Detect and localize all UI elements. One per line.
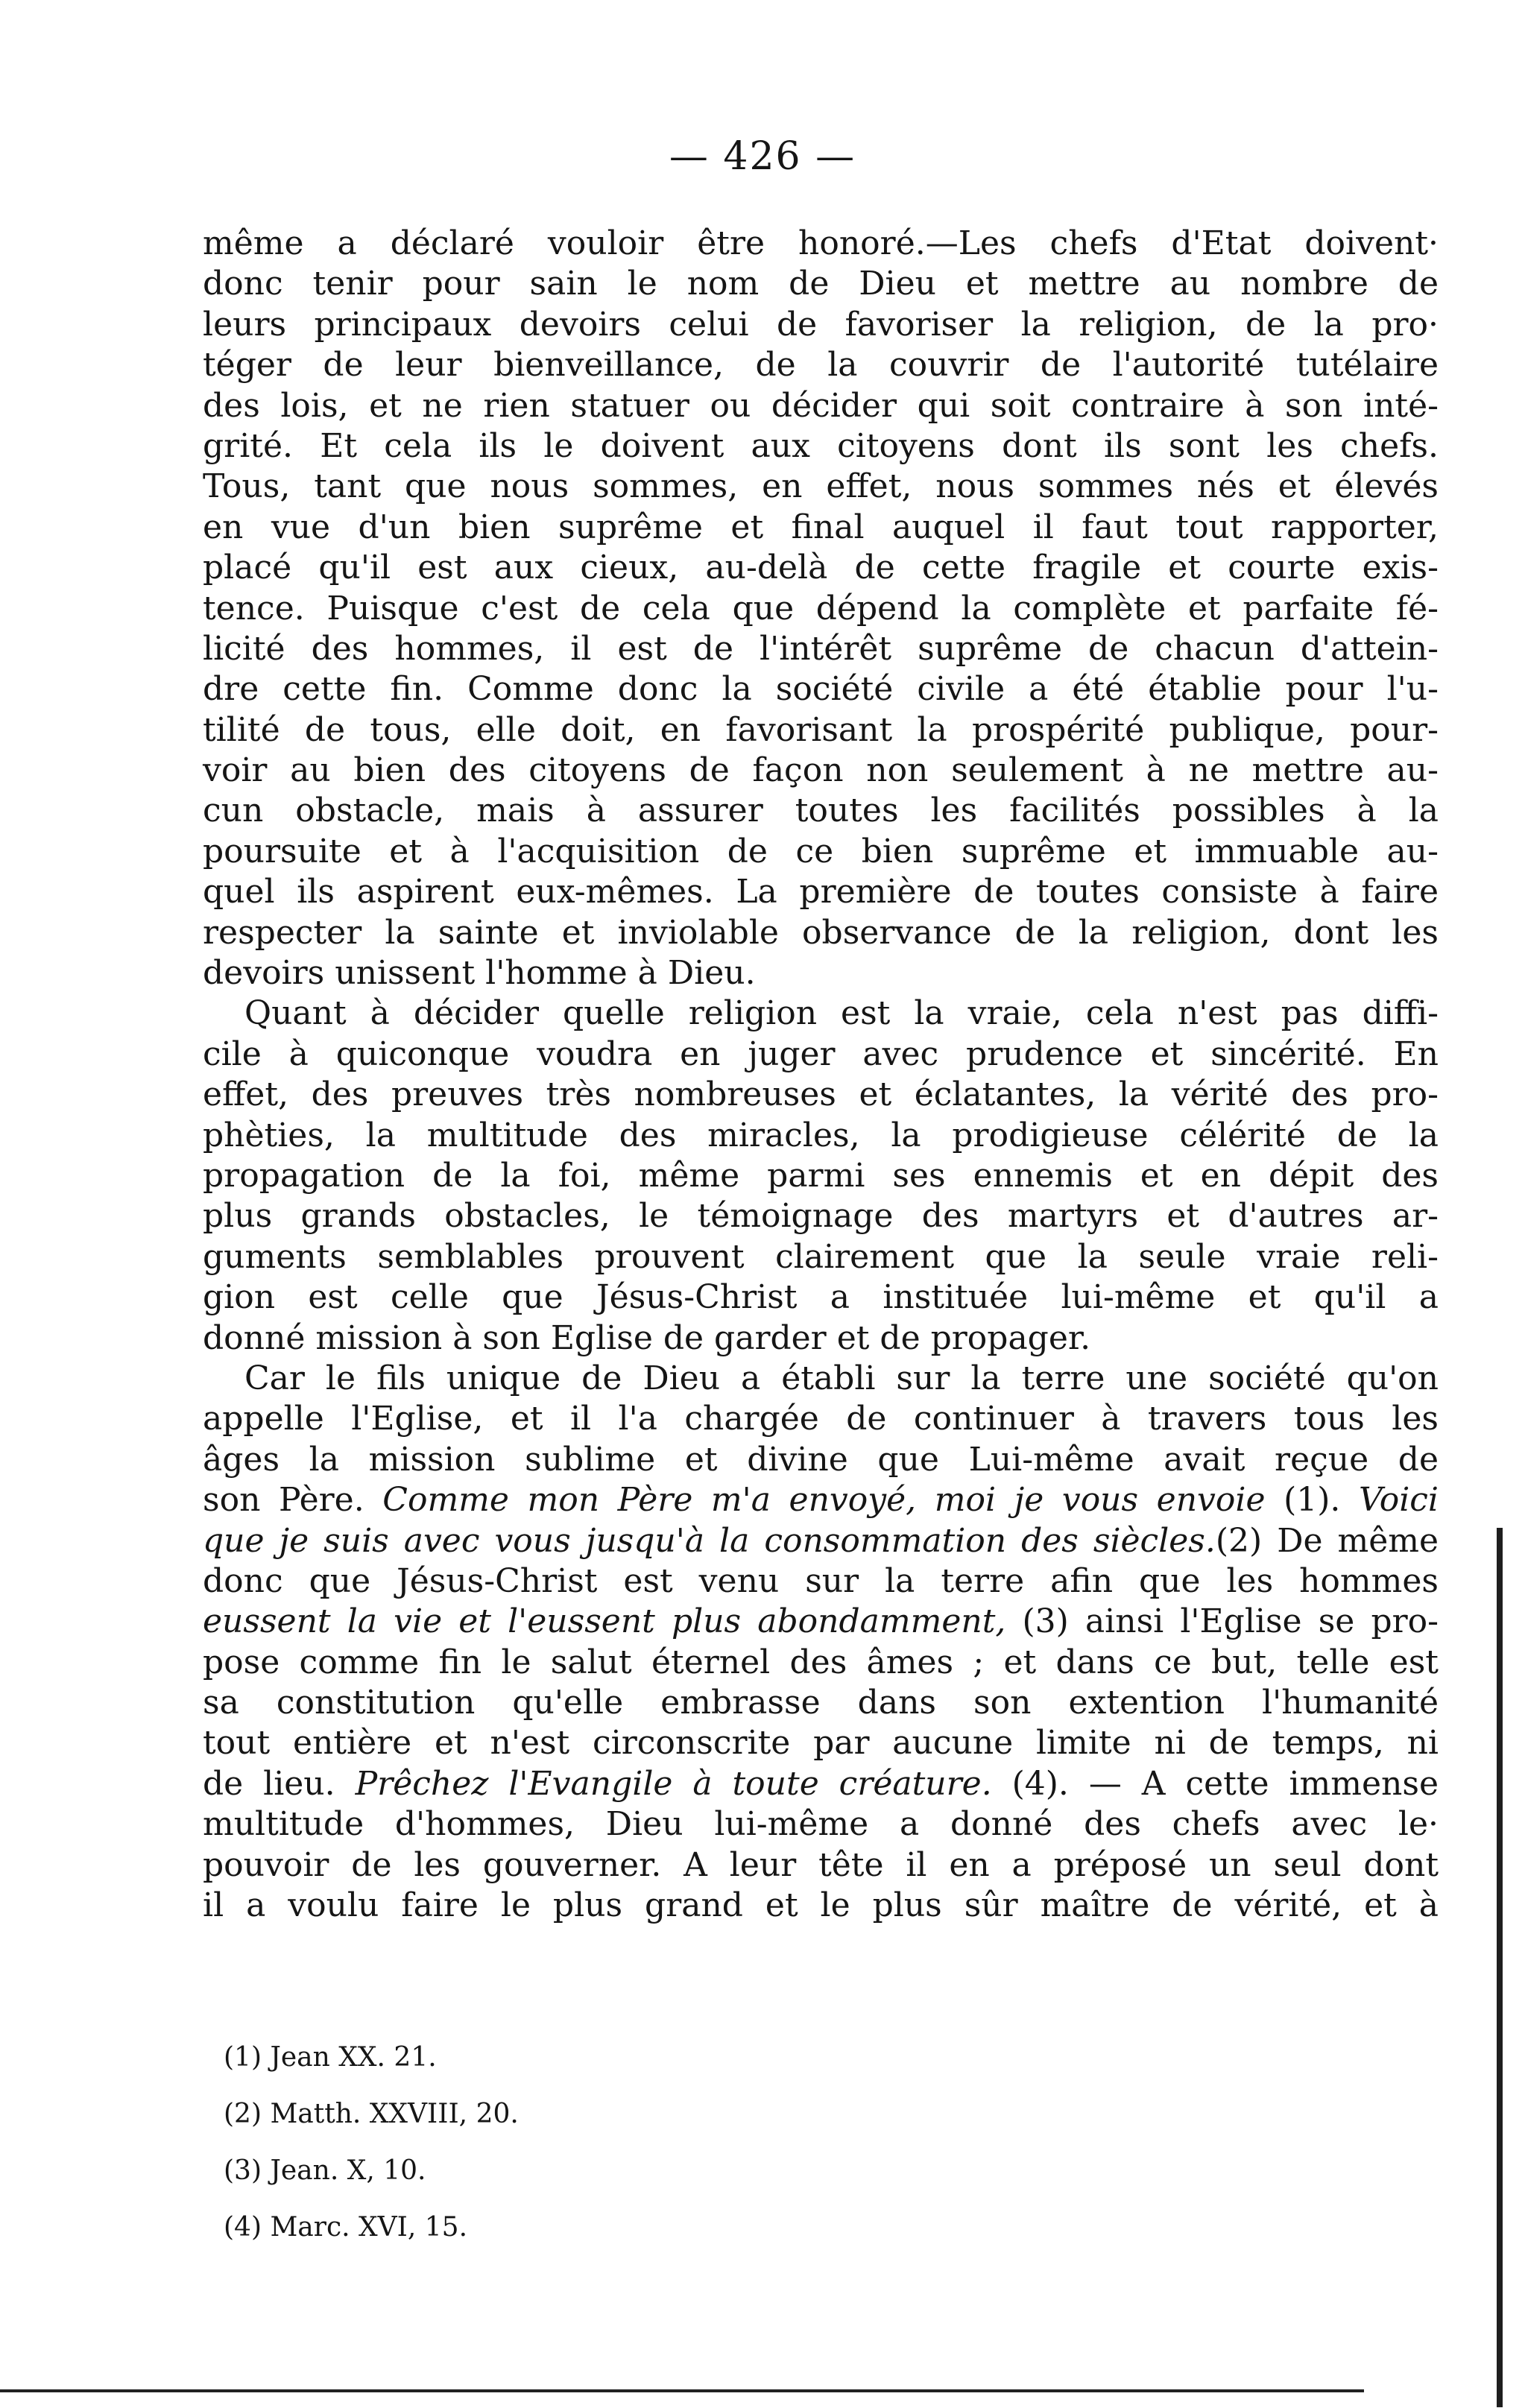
paragraph-2 <box>203 993 1439 1359</box>
body-text <box>203 224 1439 1926</box>
text-line: pouvoir de les gouverner. A leur tête il en a préposé un seul dont <box>203 1845 1439 1884</box>
text-line: des lois, et ne rien statuer ou décider qui soit contraire à son inté- <box>203 386 1439 425</box>
text-line: téger de leur bienveillance, de la couvrir de l'autorité tutélaire <box>203 346 1439 385</box>
italic-quote: eussent la vie et l'eussent plus abondamment, <box>203 1602 1006 1641</box>
text-line: phèties, la multitude des miracles, la prodigieuse célérité de la <box>203 1116 1439 1154</box>
text-line: dre cette fin. Comme donc la société civile a été établie pour l'u- <box>203 670 1439 709</box>
italic-quote: Comme mon Père m'a envoyé, moi je vous envoie <box>382 1481 1266 1520</box>
footnotes <box>224 2042 894 2269</box>
paragraph-1 <box>203 224 1439 993</box>
text-line: son Père. Comme mon Père m'a envoyé, moi je vous envoie (1). Voici <box>203 1481 1439 1520</box>
text-line: donc tenir pour sain le nom de Dieu et mettre au nombre de <box>203 265 1439 303</box>
footnote-2: (2) Matth. XXVIII, 20. <box>224 2099 519 2129</box>
text-line: effet, des preuves très nombreuses et éclatantes, la vérité des pro- <box>203 1075 1439 1114</box>
text-line: guments semblables prouvent clairement que la seule vraie reli- <box>203 1237 1439 1276</box>
text-line: en vue d'un bien suprême et final auquel il faut tout rapporter, <box>203 508 1439 546</box>
text-line: sa constitution qu'elle embrasse dans son extention l'humanité <box>203 1684 1439 1722</box>
text-line: cile à quiconque voudra en juger avec prudence et sincérité. En <box>203 1034 1439 1073</box>
text-line: voir au bien des citoyens de façon non seulement à ne mettre au- <box>203 751 1439 790</box>
footnote-4: (4) Marc. XVI, 15. <box>224 2212 468 2243</box>
text-line: donc que Jésus-Christ est venu sur la terre afin que les hommes <box>203 1561 1439 1600</box>
text-line: Quant à décider quelle religion est la vraie, cela n'est pas diffi- <box>244 994 1439 1033</box>
text-line: il a voulu faire le plus grand et le plus sûr maître de vérité, et à <box>203 1886 1439 1925</box>
text-line: poursuite et à l'acquisition de ce bien suprême et immuable au- <box>203 832 1439 870</box>
bottom-rule <box>0 2389 1364 2392</box>
text-line: plus grands obstacles, le témoignage des martyrs et d'autres ar- <box>203 1197 1439 1236</box>
text-line: pose comme fin le salut éternel des âmes ; et dans ce but, telle est <box>203 1643 1439 1681</box>
text-line: grité. Et cela ils le doivent aux citoyens dont ils sont les chefs. <box>203 426 1439 465</box>
text-line: leurs principaux devoirs celui de favoriser la religion, de la pro· <box>203 305 1439 344</box>
text-line: que je suis avec vous jusqu'à la consommation des siècles.(2) De même <box>203 1521 1439 1560</box>
text-line: cun obstacle, mais à assurer toutes les facilités possibles à la <box>203 791 1439 830</box>
italic-quote: Prêchez l'Evangile à toute créature. <box>355 1764 992 1803</box>
page-edge-mark <box>1497 1528 1503 2407</box>
text-line: même a déclaré vouloir être honoré.—Les chefs d'Etat doivent· <box>203 224 1439 262</box>
text-line: devoirs unissent l'homme à Dieu. <box>203 954 756 993</box>
italic-quote: Voici <box>1358 1481 1439 1520</box>
text-line: respecter la sainte et inviolable observance de la religion, dont les <box>203 913 1439 952</box>
text-line: de lieu. Prêchez l'Evangile à toute créature. (4). — A cette immense <box>203 1764 1439 1803</box>
text-line: gion est celle que Jésus-Christ a instituée lui-même et qu'il a <box>203 1278 1439 1317</box>
text-line: appelle l'Eglise, et il l'a chargée de continuer à travers tous les <box>203 1400 1439 1438</box>
text-line: propagation de la foi, même parmi ses ennemis et en dépit des <box>203 1156 1439 1195</box>
text-line: Tous, tant que nous sommes, en effet, nous sommes nés et élevés <box>203 467 1439 506</box>
text-line: licité des hommes, il est de l'intérêt suprême de chacun d'attein- <box>203 629 1439 668</box>
text-line: tilité de tous, elle doit, en favorisant la prospérité publique, pour- <box>203 710 1439 749</box>
text-line: multitude d'hommes, Dieu lui-même a donné des chefs avec le· <box>203 1805 1439 1844</box>
page-number: — 426 — <box>669 134 856 179</box>
text-line: quel ils aspirent eux-mêmes. La première de toutes consiste à faire <box>203 873 1439 911</box>
text-line: tence. Puisque c'est de cela que dépend la complète et parfaite fé- <box>203 589 1439 628</box>
text-line: Car le fils unique de Dieu a établi sur la terre une société qu'on <box>244 1359 1439 1397</box>
paragraph-3 <box>203 1359 1439 1926</box>
text-line: placé qu'il est aux cieux, au-delà de cette fragile et courte exis- <box>203 549 1439 587</box>
text-line: eussent la vie et l'eussent plus abondamment, (3) ainsi l'Eglise se pro- <box>203 1602 1439 1641</box>
footnote-3: (3) Jean. X, 10. <box>224 2155 426 2186</box>
text-line: donné mission à son Eglise de garder et de propager. <box>203 1318 1091 1357</box>
italic-quote: que je suis avec vous jusqu'à la consommation des siècles. <box>203 1521 1216 1560</box>
footnote-1: (1) Jean XX. 21. <box>224 2042 437 2073</box>
text-line: tout entière et n'est circonscrite par aucune limite ni de temps, ni <box>203 1724 1439 1763</box>
text-line: âges la mission sublime et divine que Lui-même avait reçue de <box>203 1440 1439 1479</box>
